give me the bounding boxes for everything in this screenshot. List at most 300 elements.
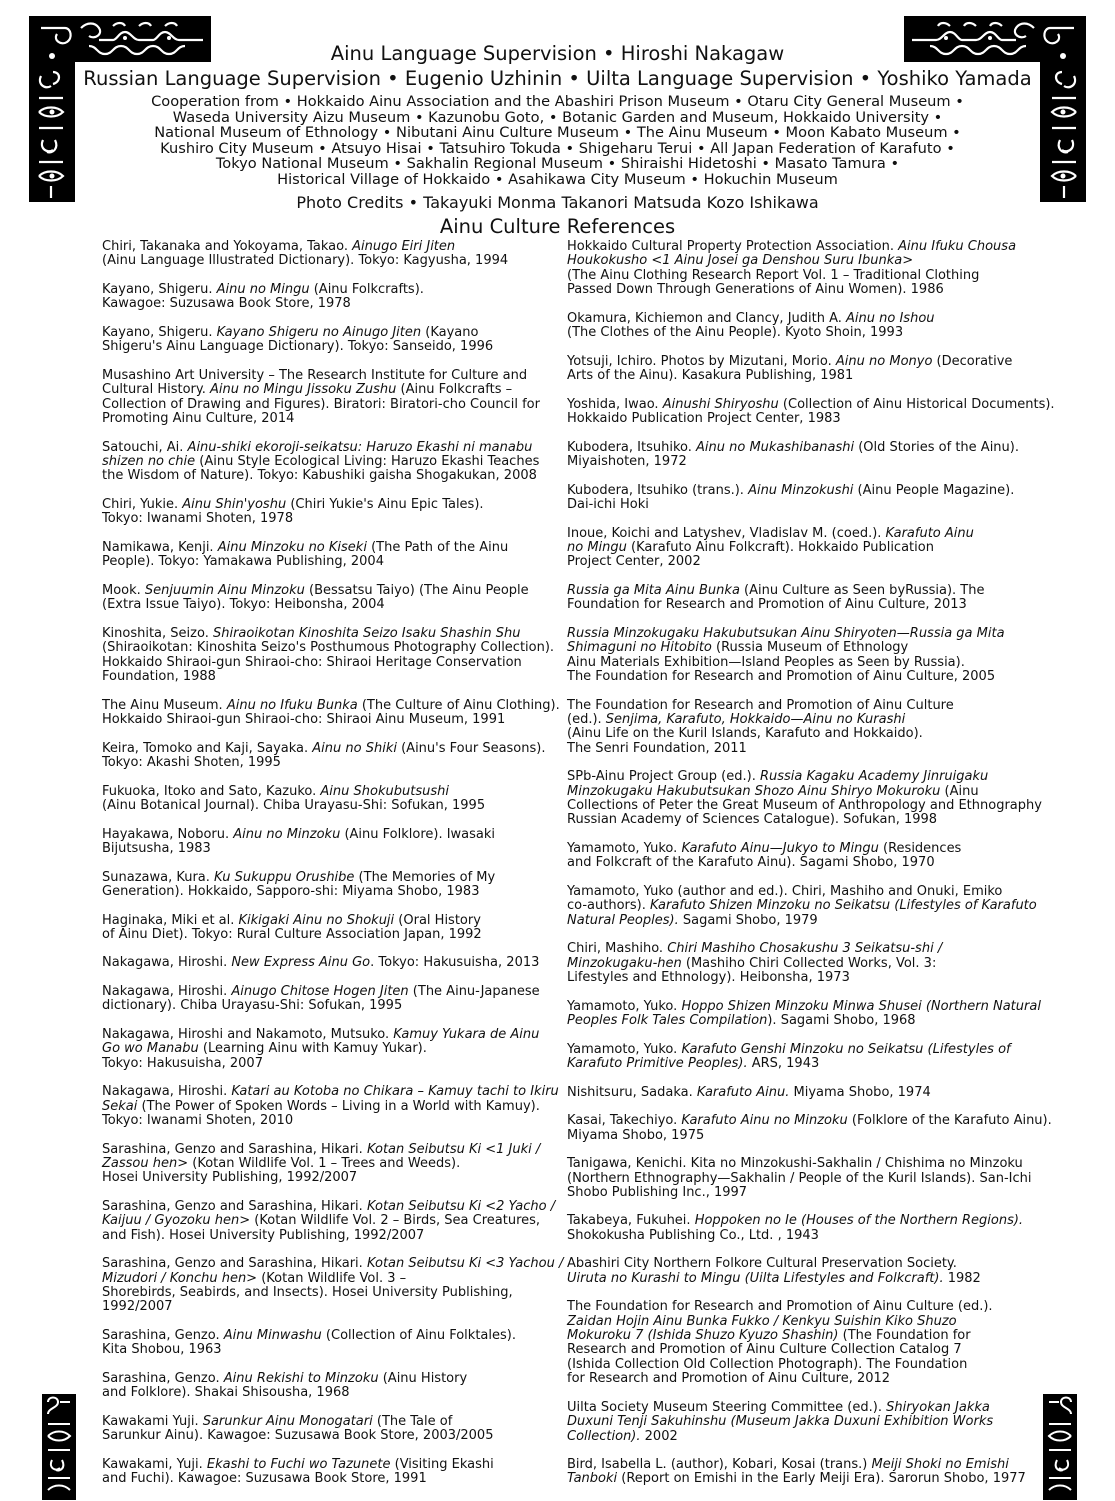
reference-entry bbox=[102, 697, 560, 728]
reference-text: Sarunkur Ainu). Kawagoe: Suzusawa Book Store, 2003/2005 bbox=[102, 1428, 494, 1444]
reference-line bbox=[567, 1086, 1045, 1100]
reference-line bbox=[567, 541, 1045, 555]
reference-text: Sarashina, Genzo and Sarashina, Hikari. bbox=[102, 1256, 367, 1272]
reference-text: (Ainu Botanical Journal). Chiba Urayasu-Shi: Sofukan, 1995 bbox=[102, 797, 486, 813]
reference-title-text: Zassou hen> bbox=[102, 1156, 189, 1172]
reference-text: Uilta Society Museum Steering Committee (ed.). bbox=[567, 1399, 887, 1415]
reference-text: co-authors). bbox=[567, 898, 650, 914]
reference-line bbox=[567, 641, 1045, 655]
reference-entry bbox=[102, 498, 554, 527]
reference-text: (Ainu bbox=[940, 783, 979, 799]
reference-line bbox=[567, 1300, 1045, 1314]
reference-text: (Russia Museum of Ethnology bbox=[711, 640, 909, 656]
ainu-language-supervision: Ainu Language Supervision • Hiroshi Nakagaw bbox=[330, 42, 785, 65]
reference-title-text: Ainu no Monyo bbox=[835, 353, 933, 369]
reference-line bbox=[567, 713, 1045, 727]
reference-line bbox=[102, 441, 554, 455]
reference-line bbox=[102, 1386, 554, 1400]
reference-text: 1992/2007 bbox=[102, 1299, 173, 1315]
reference-text: Fukuoka, Itoko and Sato, Kazuko. bbox=[102, 783, 321, 799]
reference-line bbox=[102, 498, 554, 512]
reference-title-text: Duxuni Tenji Sakuhinshu (Museum Jakka Duxuni Exhibition Works bbox=[567, 1414, 994, 1430]
reference-line bbox=[567, 412, 1045, 426]
reference-text: Hayakawa, Noboru. bbox=[102, 826, 234, 842]
reference-text: Yoshida, Iwao. bbox=[567, 396, 663, 412]
reference-title-text: Sekai bbox=[102, 1098, 138, 1114]
reference-line bbox=[567, 1214, 1045, 1228]
reference-text: Kubodera, Itsuhiko. bbox=[567, 439, 696, 455]
reference-line bbox=[567, 312, 1045, 326]
reference-title-text: Ainu no Mingu bbox=[216, 281, 310, 297]
reference-title-text: Ekashi to Fuchi wo Tazunete bbox=[206, 1457, 391, 1473]
reference-entry bbox=[102, 742, 554, 771]
reference-text: Tokyo: Akashi Shoten, 1995 bbox=[102, 754, 281, 770]
reference-title-text: Shiraoikotan Kinoshita Seizo Isaku Shashin Shu bbox=[212, 625, 521, 641]
reference-title-text: Shimaguni no Hitobito bbox=[567, 640, 712, 656]
reference-text: for Research and Promotion of Ainu Culture, 2012 bbox=[567, 1371, 891, 1387]
reference-line bbox=[567, 283, 1045, 297]
reference-text: Passed Down Through Generations of Ainu Women). 1986 bbox=[567, 282, 944, 298]
reference-line bbox=[567, 484, 1045, 498]
reference-text: The Ainu Museum. bbox=[102, 697, 227, 713]
reference-entry bbox=[567, 885, 1045, 928]
reference-title-text: Senjima, Karafuto, Hokkaido—Ainu no Kurashi bbox=[605, 711, 906, 727]
reference-text: Foundation, 1988 bbox=[102, 668, 216, 684]
reference-text: Sagami Shobo, 1979 bbox=[678, 912, 818, 928]
reference-text: Chiri, Mashiho. bbox=[567, 941, 668, 957]
reference-title-text: Kotan Seibutsu Ki <1 Juki / bbox=[366, 1141, 541, 1157]
reference-title-text: Ku Sukuppu Orushibe bbox=[214, 869, 355, 885]
reference-entry bbox=[102, 1200, 554, 1243]
reference-text: The Foundation for Research and Promotion of Ainu Culture (ed.). bbox=[567, 1299, 993, 1315]
reference-entry bbox=[102, 283, 554, 312]
reference-text: 1982 bbox=[943, 1270, 981, 1286]
reference-title-text: Peoples Folk Tales Compilation bbox=[567, 1012, 768, 1028]
reference-line bbox=[567, 1000, 1045, 1014]
reference-text: Chiri, Takanaka and Yokoyama, Takao. bbox=[102, 239, 353, 254]
reference-entry bbox=[567, 240, 1045, 297]
reference-entry bbox=[102, 956, 554, 970]
reference-line bbox=[102, 885, 554, 899]
reference-line bbox=[567, 1329, 1045, 1343]
reference-line bbox=[102, 871, 554, 885]
reference-text: (Old Stories of the Ainu). bbox=[854, 439, 1019, 455]
reference-entry bbox=[567, 1300, 1045, 1386]
reference-text: Tanigawa, Kenichi. Kita no Minzokushi-Sakhalin / Chishima no Minzoku bbox=[567, 1156, 1023, 1172]
reference-text: Russian Academy of Sciences Catalogue). Sofukan, 1998 bbox=[567, 812, 938, 828]
reference-title-text: Ainu Rekishi to Minzoku bbox=[223, 1371, 379, 1387]
reference-text: Nakagawa, Hiroshi. bbox=[102, 984, 232, 1000]
reference-text: Sarashina, Genzo. bbox=[102, 1371, 224, 1387]
cooperation-line: Tokyo National Museum • Sakhalin Regional Museum • Shiraishi Hidetoshi • Masato Tamura • bbox=[215, 155, 900, 173]
reference-entry bbox=[567, 1257, 1045, 1286]
reference-line bbox=[567, 1014, 1045, 1028]
reference-line bbox=[102, 1272, 554, 1286]
reference-title-text: Ainu Minzokushi bbox=[748, 482, 854, 498]
reference-text: Miyama Shobo, 1975 bbox=[567, 1127, 705, 1143]
reference-text: 2002 bbox=[640, 1428, 678, 1444]
reference-entry bbox=[102, 985, 554, 1014]
reference-title-text: Ainu-shiki ekoroji-seikatsu: Haruzo Ekashi ni manabu bbox=[187, 439, 533, 455]
reference-text: The Foundation for Research and Promotion of Ainu Culture, 2005 bbox=[567, 668, 996, 684]
reference-line bbox=[102, 641, 554, 655]
reference-text: Shokokusha Publishing Co., Ltd. , 1943 bbox=[567, 1227, 819, 1243]
reference-text: Miyama Shobo, 1974 bbox=[789, 1084, 931, 1100]
reference-title-text: Minzokugaku Hakubutsukan Shozo Ainu Shiryo Mokuroku bbox=[567, 783, 941, 799]
reference-text: Kawagoe: Suzusawa Book Store, 1978 bbox=[102, 296, 351, 312]
reference-title-text: shizen no chie bbox=[102, 453, 196, 469]
reference-line bbox=[102, 283, 554, 297]
reference-entry bbox=[567, 1086, 1045, 1100]
reference-text: . Tokyo: Hakusuisha, 2013 bbox=[370, 955, 540, 971]
reference-line bbox=[102, 398, 554, 412]
reference-text: Satouchi, Ai. bbox=[102, 439, 188, 455]
reference-text: Arts of the Ainu). Kasakura Publishing, 1981 bbox=[567, 368, 854, 383]
reference-line bbox=[567, 1113, 1052, 1129]
reference-title-text: Senjuumin Ainu Minzoku bbox=[144, 582, 305, 598]
reference-title-text: Russia ga Mita Ainu Bunka bbox=[567, 582, 740, 598]
reference-entry bbox=[567, 484, 1045, 513]
reference-entry bbox=[102, 914, 554, 943]
reference-line bbox=[567, 240, 1045, 254]
reference-line bbox=[102, 756, 554, 770]
reference-line bbox=[102, 297, 554, 311]
reference-entry bbox=[567, 699, 1045, 756]
reference-title-text: Tanboki bbox=[567, 1471, 618, 1487]
reference-text: People). Tokyo: Yamakawa Publishing, 2004 bbox=[102, 554, 384, 570]
reference-title-text: Sarunkur Ainu Monogatari bbox=[202, 1414, 373, 1430]
reference-line bbox=[102, 1329, 554, 1343]
references-column-left bbox=[102, 239, 564, 1501]
reference-entry bbox=[567, 312, 1045, 341]
reference-line bbox=[567, 1129, 1045, 1143]
reference-line bbox=[567, 269, 1045, 283]
reference-line bbox=[102, 455, 554, 469]
reference-line bbox=[567, 1186, 1045, 1200]
reference-line bbox=[102, 627, 554, 641]
reference-line bbox=[102, 326, 554, 340]
reference-text: (The Path of the Ainu bbox=[366, 539, 509, 555]
reference-line bbox=[102, 541, 554, 555]
reference-line bbox=[567, 942, 1045, 956]
cooperation-line: National Museum of Ethnology • Nibutani Ainu Culture Museum • The Ainu Museum • Moon Kabato Museum • bbox=[154, 124, 961, 142]
reference-text: (Decorative bbox=[932, 353, 1013, 369]
reference-entry bbox=[102, 1256, 564, 1315]
reference-text: (ed.). bbox=[567, 711, 606, 727]
reference-line bbox=[567, 1315, 1045, 1329]
reference-title-text: no Mingu bbox=[567, 539, 627, 555]
reference-text: Yamamoto, Yuko. bbox=[567, 1041, 682, 1057]
reference-text: Ainu Materials Exhibition—Island Peoples as Seen by Russia). bbox=[567, 654, 965, 670]
cooperation-credits bbox=[0, 94, 1115, 188]
reference-line bbox=[567, 527, 1045, 541]
reference-line bbox=[102, 369, 554, 383]
reference-line bbox=[102, 1057, 554, 1071]
reference-text: Hokkaido Shiraoi-gun Shiraoi-cho: Shiraoi Ainu Museum, 1991 bbox=[102, 711, 506, 727]
reference-text: Research and Promotion of Ainu Culture Collection Catalog 7 bbox=[567, 1342, 962, 1358]
cooperation-line: Waseda University Aizu Museum • Kazunobu Goto, • Botanic Garden and Museum, Hokkaido University • bbox=[172, 108, 943, 126]
reference-text: Inoue, Koichi and Latyshev, Vladislav M. (coed.). bbox=[567, 525, 886, 541]
reference-line bbox=[567, 899, 1045, 913]
reference-line bbox=[102, 1143, 554, 1157]
reference-text: (The Power of Spoken Words – Living in a World with Kamuy). bbox=[137, 1098, 540, 1114]
reference-line bbox=[567, 1257, 1045, 1271]
reference-entry bbox=[102, 584, 554, 613]
reference-line bbox=[102, 799, 554, 813]
cooperation-line: Kushiro City Museum • Atsuyo Hisai • Tatsuhiro Tokuda • Shigeharu Terui • All Japan Federation of Karafuto • bbox=[160, 139, 955, 157]
reference-line bbox=[102, 412, 554, 426]
reference-title-text: Russia Kagaku Academy Jinruigaku bbox=[759, 769, 989, 785]
reference-title-text: Ainu Minwashu bbox=[223, 1328, 322, 1344]
reference-title-text: New Express Ainu Go bbox=[231, 955, 371, 971]
reference-line bbox=[567, 885, 1045, 899]
reference-entry bbox=[567, 1401, 1045, 1444]
reference-title-text: Karafuto Shizen Minzoku no Seikatsu (Lifestyles of Karafuto bbox=[649, 898, 1037, 914]
reference-entry bbox=[102, 240, 554, 269]
photo-credits: Photo Credits • Takayuki Monma Takanori Matsuda Kozo Ishikawa bbox=[296, 193, 819, 212]
reference-line bbox=[567, 785, 1045, 799]
reference-text: Collection of Drawing and Figures). Biratori: Biratori-cho Council for bbox=[102, 396, 540, 412]
reference-line bbox=[102, 670, 554, 684]
reference-line bbox=[567, 1430, 1045, 1444]
reference-title-text: Karafuto Ainu bbox=[885, 525, 974, 541]
reference-text: (Extra Issue Taiyo). Tokyo: Heibonsha, 2004 bbox=[102, 597, 385, 613]
reference-line bbox=[102, 785, 554, 799]
reference-line bbox=[102, 1472, 554, 1486]
reference-line bbox=[102, 1300, 554, 1314]
reference-title-text: Ainu no Mukashibanashi bbox=[696, 439, 855, 455]
reference-line bbox=[567, 770, 1045, 784]
reference-text: and Fuchi). Kawagoe: Suzusawa Book Store, 1991 bbox=[102, 1471, 427, 1487]
reference-text: SPb-Ainu Project Group (ed.). bbox=[567, 769, 760, 785]
reference-text: (The Foundation for bbox=[838, 1328, 971, 1344]
reference-line bbox=[102, 1114, 554, 1128]
reference-text: (Kotan Wildlife Vol. 2 – Birds, Sea Creatures, bbox=[250, 1213, 541, 1229]
reference-entry bbox=[567, 942, 1045, 985]
reference-entry bbox=[567, 441, 1045, 470]
reference-entry bbox=[567, 1157, 1045, 1200]
reference-text: Nakagawa, Hiroshi. bbox=[102, 955, 232, 971]
reference-text: dictionary). Chiba Urayasu-Shi: Sofukan, 1995 bbox=[102, 998, 403, 1014]
reference-entry bbox=[102, 541, 554, 570]
reference-entry bbox=[102, 326, 554, 355]
reference-entry bbox=[102, 1329, 554, 1358]
reference-title-text: Ainu no Ifuku Bunka bbox=[226, 697, 358, 713]
reference-text: Shigeru's Ainu Language Dictionary). Tokyo: Sanseido, 1996 bbox=[102, 339, 494, 355]
reference-line bbox=[567, 355, 1045, 369]
reference-line bbox=[567, 799, 1045, 813]
reference-title-text: Collection). bbox=[567, 1428, 641, 1444]
reference-text: (Karafuto Ainu Folkcraft). Hokkaido Publication bbox=[626, 539, 934, 555]
reference-entry bbox=[567, 527, 1045, 570]
reference-title-text: Go wo Manabu bbox=[102, 1041, 199, 1057]
reference-text: (Kotan Wildlife Vol. 1 – Trees and Weeds). bbox=[188, 1156, 461, 1172]
cooperation-line: Cooperation from • Hokkaido Ainu Association and the Abashiri Prison Museum • Otaru City General Museum • bbox=[151, 93, 964, 110]
reference-text: Sarashina, Genzo. bbox=[102, 1328, 224, 1344]
reference-text: Kawakami Yuji. bbox=[102, 1414, 203, 1430]
reference-line bbox=[102, 1229, 554, 1243]
reference-entry bbox=[567, 1000, 1045, 1029]
reference-text: Yamamoto, Yuko. bbox=[567, 998, 682, 1014]
reference-title-text: Ainugo Chitose Hogen Jiten bbox=[231, 984, 409, 1000]
reference-line bbox=[102, 1084, 559, 1100]
reference-text: (Folklore of the Karafuto Ainu). bbox=[847, 1113, 1052, 1129]
reference-text: and Folkcraft of the Karafuto Ainu). Sagami Shobo, 1970 bbox=[567, 855, 935, 871]
reference-line bbox=[102, 914, 554, 928]
reference-title-text: Kayano Shigeru no Ainugo Jiten bbox=[216, 324, 422, 340]
reference-text: Promoting Ainu Culture, 2014 bbox=[102, 410, 295, 426]
reference-line bbox=[567, 455, 1045, 469]
reference-line bbox=[567, 1372, 1045, 1386]
reference-entry bbox=[102, 369, 554, 426]
references-column-right bbox=[567, 239, 1055, 1501]
reference-line bbox=[567, 498, 1045, 512]
reference-line bbox=[102, 1286, 554, 1300]
reference-line bbox=[567, 1172, 1045, 1186]
reference-text: Shorebirds, Seabirds, and Insects). Hosei University Publishing, bbox=[102, 1285, 513, 1301]
reference-title-text: Chiri Mashiho Chosakushu 3 Seikatsu-shi / bbox=[667, 941, 943, 957]
reference-line bbox=[567, 699, 1045, 713]
reference-title-text: Uiruta no Kurashi to Mingu (Uilta Lifestyles and Folkcraft). bbox=[567, 1270, 944, 1286]
reference-text: Hokkaido Cultural Property Protection Association. bbox=[567, 239, 899, 254]
reference-line bbox=[567, 742, 1045, 756]
reference-line bbox=[102, 1100, 554, 1114]
reference-line bbox=[102, 254, 554, 268]
reference-line bbox=[567, 1358, 1045, 1372]
reference-line bbox=[567, 254, 1045, 268]
reference-entry bbox=[567, 1113, 1052, 1143]
reference-text: Yamamoto, Yuko (author and ed.). Chiri, Mashiho and Onuki, Emiko bbox=[567, 883, 1003, 899]
reference-text: Kita Shobou, 1963 bbox=[102, 1342, 222, 1358]
reference-text: Cultural History. bbox=[102, 382, 210, 398]
reference-text: ). Sagami Shobo, 1968 bbox=[767, 1012, 916, 1028]
reference-text: and Fish). Hosei University Publishing, 1992/2007 bbox=[102, 1227, 425, 1243]
reference-text: (The Ainu-Japanese bbox=[408, 984, 540, 1000]
reference-text: Okamura, Kichiemon and Clancy, Judith A. bbox=[567, 310, 847, 326]
reference-entry bbox=[567, 396, 1055, 427]
reference-line bbox=[102, 713, 554, 727]
reference-entry bbox=[102, 1458, 554, 1487]
reference-line bbox=[567, 1057, 1045, 1071]
reference-line bbox=[567, 727, 1045, 741]
reference-line bbox=[567, 971, 1045, 985]
reference-line bbox=[567, 1401, 1045, 1415]
reference-title-text: Katari au Kotoba no Chikara – Kamuy tachi to Ikiru bbox=[231, 1084, 559, 1100]
reference-text: Kayano, Shigeru. bbox=[102, 324, 217, 340]
reference-line bbox=[102, 240, 554, 254]
reference-text: Hokkaido Publication Project Center, 1983 bbox=[567, 410, 841, 426]
reference-text: (Ainu Culture as Seen byRussia). The bbox=[739, 582, 985, 598]
reference-line bbox=[102, 697, 560, 713]
reference-text: and Folklore). Shakai Shisousha, 1968 bbox=[102, 1385, 350, 1401]
reference-line bbox=[102, 1171, 554, 1185]
reference-line bbox=[567, 441, 1045, 455]
reference-text: (The Culture of Ainu Clothing). bbox=[357, 697, 560, 713]
reference-entry bbox=[567, 1043, 1045, 1072]
reference-title-text: Hoppo Shizen Minzoku Minwa Shusei (Northern Natural bbox=[681, 998, 1041, 1014]
reference-title-text: Ainushi Shiryoshu bbox=[662, 396, 779, 412]
reference-line bbox=[102, 999, 554, 1013]
reference-line bbox=[567, 627, 1045, 641]
reference-title-text: Meiji Shoki no Emishi bbox=[871, 1457, 1009, 1473]
reference-text: Yamamoto, Yuko. bbox=[567, 840, 682, 856]
reference-text: Hosei University Publishing, 1992/2007 bbox=[102, 1170, 358, 1186]
reference-title-text: Ainu no Mingu Jissoku Zushu bbox=[209, 382, 397, 398]
reference-line bbox=[102, 598, 554, 612]
reference-text: (Residences bbox=[878, 840, 962, 856]
reference-entry bbox=[567, 627, 1045, 684]
reference-line bbox=[567, 598, 1045, 612]
ainu-pattern-side-bottom-left bbox=[42, 1394, 76, 1500]
reference-text: (The Ainu Clothing Research Report Vol. 1 – Traditional Clothing bbox=[567, 267, 980, 283]
reference-text: Takabeya, Fukuhei. bbox=[567, 1213, 695, 1229]
reference-line bbox=[102, 383, 554, 397]
reference-text: (Ishida Collection Old Collection Photograph). The Foundation bbox=[567, 1356, 968, 1372]
reference-title-text: Zaidan Hojin Ainu Bunka Fukko / Kenkyu Suishin Kiko Shuzo bbox=[567, 1313, 957, 1329]
reference-line bbox=[102, 828, 554, 842]
reference-line bbox=[567, 369, 1045, 383]
reference-text: (Ainu Language Illustrated Dictionary). Tokyo: Kagyusha, 1994 bbox=[102, 253, 509, 269]
reference-entry bbox=[102, 1372, 554, 1401]
reference-text: The Senri Foundation, 2011 bbox=[567, 740, 747, 756]
reference-text: (Bessatsu Taiyo) (The Ainu People bbox=[304, 582, 529, 598]
reference-text: (Report on Emishi in the Early Meiji Era). Sarorun Shobo, 1977 bbox=[617, 1471, 1026, 1487]
reference-text: of Ainu Diet). Tokyo: Rural Culture Association Japan, 1992 bbox=[102, 926, 482, 942]
reference-line bbox=[567, 856, 1045, 870]
reference-entry bbox=[102, 1028, 554, 1071]
reference-text: The Foundation for Research and Promotion of Ainu Culture bbox=[567, 697, 954, 713]
reference-text: Namikawa, Kenji. bbox=[102, 539, 218, 555]
reference-text: Nishitsuru, Sadaka. bbox=[567, 1084, 697, 1100]
reference-entry bbox=[102, 871, 554, 900]
reference-title-text: Karafuto Ainu—Jukyo to Mingu bbox=[681, 840, 879, 856]
reference-title-text: Mokuroku 7 (Ishida Shuzo Kyuzo Shashin) bbox=[567, 1328, 839, 1344]
reference-text: Miyaishoten, 1972 bbox=[567, 453, 687, 469]
reference-title-text: Ainu Minzoku no Kiseki bbox=[217, 539, 367, 555]
reference-line bbox=[567, 914, 1045, 928]
reference-entry bbox=[102, 785, 554, 814]
reference-text: (Visiting Ekashi bbox=[390, 1457, 494, 1473]
reference-line bbox=[102, 928, 554, 942]
reference-text: (Shiraoikotan: Kinoshita Seizo's Posthumous Photography Collection). bbox=[102, 640, 555, 656]
reference-line bbox=[102, 340, 554, 354]
reference-text: Nakagawa, Hiroshi. bbox=[102, 1084, 232, 1100]
reference-text: Yotsuji, Ichiro. Photos by Mizutani, Morio. bbox=[567, 353, 836, 369]
reference-text: Sarashina, Genzo and Sarashina, Hikari. bbox=[102, 1141, 367, 1157]
references-title: Ainu Culture References bbox=[439, 215, 676, 238]
reference-text: the Wisdom of Nature). Tokyo: Kabushiki gaisha Shogakukan, 2008 bbox=[102, 468, 537, 484]
reference-text: Tokyo: Iwanami Shoten, 1978 bbox=[102, 511, 294, 527]
reference-line bbox=[102, 1042, 554, 1056]
reference-line bbox=[567, 670, 1045, 684]
russian-uilta-language-supervision: Russian Language Supervision • Eugenio Uzhinin • Uilta Language Supervision • Yoshiko Yamada bbox=[83, 67, 1032, 90]
reference-line bbox=[102, 956, 554, 970]
reference-entry bbox=[567, 584, 1045, 613]
reference-text: ARS, 1943 bbox=[747, 1055, 820, 1071]
reference-text: Bird, Isabella L. (author), Kobari, Kosai (trans.) bbox=[567, 1457, 872, 1473]
reference-text: Generation). Hokkaido, Sapporo-shi: Miyama Shobo, 1983 bbox=[102, 883, 480, 899]
reference-entry bbox=[102, 1415, 554, 1444]
reference-title-text: Karafuto Ainu. bbox=[696, 1084, 790, 1100]
reference-text: Kubodera, Itsuhiko (trans.). bbox=[567, 482, 749, 498]
reference-line bbox=[102, 584, 554, 598]
reference-title-text: Hoppoken no Ie (Houses of the Northern Regions). bbox=[694, 1213, 1024, 1229]
reference-text: Keira, Tomoko and Kaji, Sayaka. bbox=[102, 740, 313, 756]
reference-entry bbox=[102, 441, 554, 484]
reference-text: (Ainu's Four Seasons). bbox=[396, 740, 546, 756]
reference-line bbox=[102, 842, 554, 856]
reference-line bbox=[567, 584, 1045, 598]
